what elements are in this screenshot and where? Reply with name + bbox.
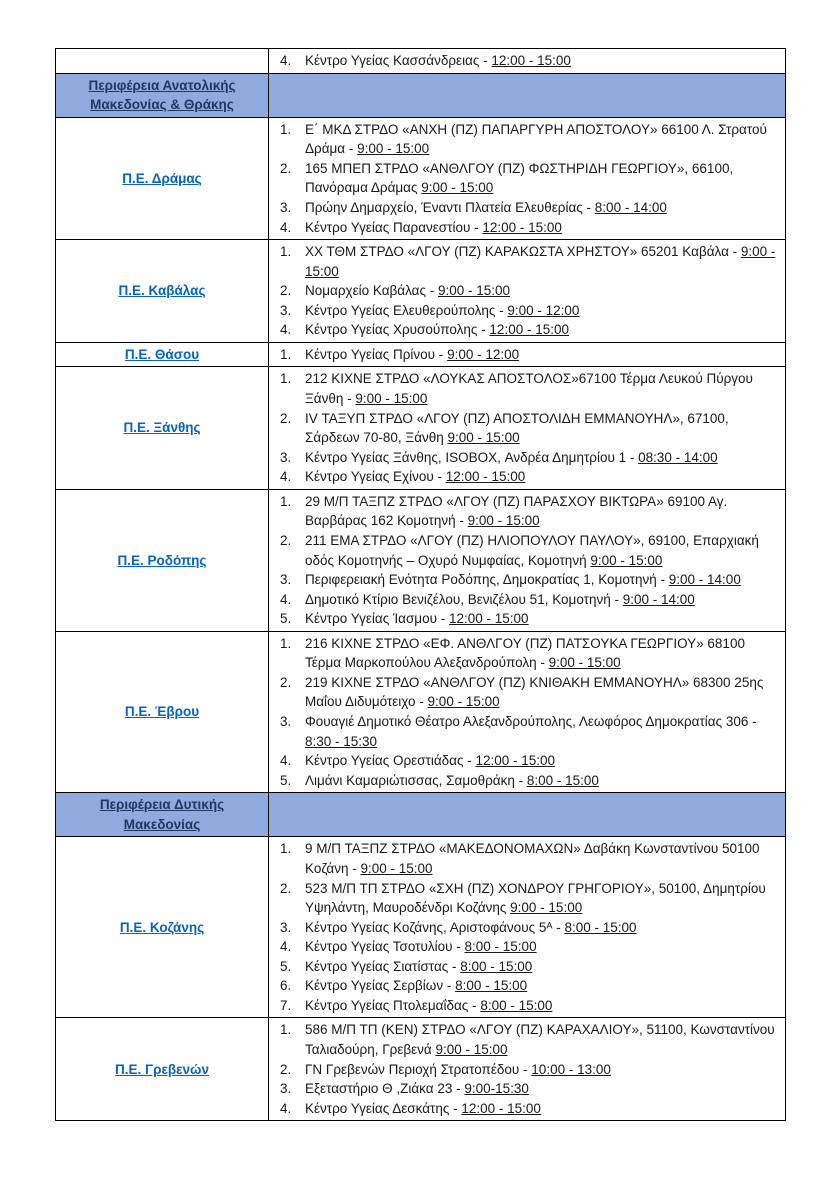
item-hours: 9:00 - 15:00 (590, 552, 663, 568)
unit-link[interactable]: Π.Ε. Έβρου (124, 704, 200, 720)
item-number: 3. (280, 199, 292, 215)
item-text-wrap (305, 976, 779, 996)
item-location-text: 29 Μ/Π ΤΑΞΠΖ ΣΤΡΔΟ «ΛΓΟΥ (ΠΖ) ΠΑΡΑΣΧΟΥ ΒΙΚΤΩΡΑ» 69100 Αγ. Βαρβάρας 162 Κομοτηνή - (305, 493, 728, 529)
health-locations-table (55, 48, 786, 1121)
locations-cell (269, 117, 786, 239)
item-hours: 8:00 - 15:00 (480, 997, 553, 1013)
item-hours: 9:00 - 15:00 (467, 513, 540, 529)
item-location-text: 216 ΚΙΧΝΕ ΣΤΡΔΟ «ΕΦ. ΑΝΘΛΓΟΥ (ΠΖ) ΠΑΤΣΟΥΚΑ ΓΕΩΡΓΙΟΥ» 68100 Τέρμα Μαρκοπούλου Αλεξανδρούπολη - (305, 635, 745, 671)
item-location-text: Κέντρο Υγείας Χρυσούπολης - (305, 322, 490, 338)
item-text-wrap (305, 369, 779, 408)
item-location-text: IV ΤΑΞΥΠ ΣΤΡΔΟ «ΛΓΟΥ (ΠΖ) ΑΠΟΣΤΟΛΙΔΗ ΕΜΜΑΝΟΥΗΛ», 67100, Σάρδεων 70-80, Ξάνθη (305, 410, 729, 446)
item-location-text: Κέντρο Υγείας Ίασμου - (305, 611, 449, 627)
table-row (56, 49, 786, 74)
item-number: 1. (280, 635, 292, 651)
item-number: 2. (280, 674, 292, 690)
item-text-wrap (305, 409, 779, 448)
item-number: 3. (280, 302, 292, 318)
item-number: 1. (280, 1022, 292, 1038)
item-number: 3. (280, 449, 292, 465)
unit-label-cell (56, 117, 269, 239)
locations-cell (269, 49, 786, 74)
item-number: 2. (280, 880, 292, 896)
item-location-text: Κέντρο Υγείας Σερβίων - (305, 978, 456, 994)
item-hours: 9:00 - 15:00 (305, 244, 776, 279)
item-location-text: Κέντρο Υγείας Ξάνθης, ISOBOX, Ανδρέα Δημητρίου 1 - (305, 449, 639, 465)
item-number: 2. (280, 283, 292, 299)
item-location-text: Κέντρο Υγείας Κασσάνδρειας - (305, 53, 492, 68)
locations-cell (269, 73, 786, 117)
list-item (271, 712, 779, 751)
item-text-wrap (305, 957, 779, 977)
list-item (271, 51, 779, 71)
item-number: 4. (280, 1100, 292, 1116)
item-hours: 9:00 - 15:00 (447, 430, 520, 446)
item-hours: 12:00 - 15:00 (461, 1100, 541, 1116)
item-number: 2. (280, 160, 292, 176)
item-hours: 9:00-15:30 (464, 1081, 529, 1097)
unit-label-cell (56, 489, 269, 631)
item-number: 1. (280, 121, 292, 137)
item-location-text: Φουαγιέ Δημοτικό Θέατρο Αλεξανδρούπολης, Λεωφόρος Δημοκρατίας 306 - (305, 714, 757, 729)
item-text-wrap (305, 634, 779, 673)
unit-link[interactable]: Π.Ε. Καβάλας (118, 283, 206, 299)
item-location-text: Κέντρο Υγείας Πρίνου - (305, 346, 448, 362)
item-location-text: Νομαρχείο Καβάλας - (305, 283, 438, 299)
locations-cell (269, 1018, 786, 1121)
item-location-text: Κέντρο Υγείας Ορεστιάδας - (305, 753, 476, 769)
item-location-text: Ε΄ ΜΚΔ ΣΤΡΔΟ «ΑΝΧΗ (ΠΖ) ΠΑΠΑΡΓΥΡΗ ΑΠΟΣΤΟΛΟΥ» 66100 Λ. Στρατού Δράμα - (305, 121, 767, 157)
item-text-wrap (305, 673, 779, 712)
item-location-text: Κέντρο Υγείας Δεσκάτης - (305, 1100, 462, 1116)
item-number: 2. (280, 410, 292, 426)
locations-cell (269, 342, 786, 367)
list-item (271, 409, 779, 448)
item-text-wrap (305, 159, 779, 198)
list-item (271, 159, 779, 198)
list-item (271, 957, 779, 977)
item-number: 3. (280, 919, 292, 935)
list-item (271, 281, 779, 301)
item-text-wrap (305, 937, 779, 957)
unit-label-cell (56, 49, 269, 74)
item-hours: 12:00 - 15:00 (445, 469, 526, 485)
locations-cell (269, 240, 786, 343)
item-number: 3. (280, 572, 292, 588)
item-hours: 12:00 - 15:00 (475, 753, 556, 769)
item-number: 4. (280, 53, 292, 68)
item-text-wrap (305, 281, 779, 301)
item-location-text: Κέντρο Υγείας Ελευθερούπολης - (305, 302, 508, 318)
item-number: 3. (280, 1081, 292, 1097)
item-text-wrap (305, 467, 779, 487)
item-number: 4. (280, 939, 292, 955)
item-location-text: Κέντρο Υγείας Τσοτυλίου - (305, 939, 465, 955)
table-row (56, 117, 786, 239)
locations-cell (269, 793, 786, 837)
list-item (271, 609, 779, 629)
item-location-text: 212 ΚΙΧΝΕ ΣΤΡΔΟ «ΛΟΥΚΑΣ ΑΠΟΣΤΟΛΟΣ»67100 Τέρμα Λευκού Πύργου Ξάνθη - (305, 371, 753, 406)
list-item (271, 320, 779, 340)
item-hours: 9:00 - 15:00 (427, 694, 500, 710)
region-header-label: Περιφέρεια Δυτικής Μακεδονίας (99, 797, 225, 832)
item-hours: 9:00 - 15:00 (510, 900, 583, 916)
item-location-text: ΧΧ ΤΘΜ ΣΤΡΔΟ «ΛΓΟΥ (ΠΖ) ΚΑΡΑΚΩΣΤΑ ΧΡΗΣΤΟΥ» 65201 Καβάλα - (305, 244, 741, 260)
unit-link[interactable]: Π.Ε. Ξάνθης (123, 420, 201, 436)
item-number: 5. (280, 611, 292, 627)
list-item (271, 570, 779, 590)
locations-cell (269, 631, 786, 793)
item-location-text: Κέντρο Υγείας Παρανεστίου - (305, 219, 483, 235)
item-number: 1. (280, 841, 292, 857)
item-text-wrap (305, 879, 779, 918)
item-number: 5. (280, 772, 292, 788)
item-hours: 9:00 - 14:00 (668, 572, 741, 588)
item-location-text: Κέντρο Υγείας Πτολεμαΐδας - (305, 997, 481, 1013)
item-number: 6. (280, 978, 292, 994)
list-item (271, 467, 779, 487)
item-text-wrap (305, 751, 779, 771)
unit-label-cell (56, 837, 269, 1018)
list-item (271, 492, 779, 531)
item-hours: 9:00 - 15:00 (421, 180, 494, 196)
list-item (271, 1020, 779, 1059)
item-hours: 9:00 - 15:00 (435, 1042, 508, 1057)
item-hours: 8:00 - 15:00 (564, 919, 637, 935)
list-item (271, 301, 779, 321)
table-row (56, 1018, 786, 1121)
item-location-text: Εξεταστήριο Θ ,Ζιάκα 23 - (305, 1081, 465, 1097)
list-item (271, 634, 779, 673)
item-text-wrap (305, 1099, 779, 1119)
item-hours: 8:00 - 15:00 (464, 939, 537, 955)
list-item (271, 918, 779, 938)
item-location-text: 586 Μ/Π ΤΠ (ΚΕΝ) ΣΤΡΔΟ «ΛΓΟΥ (ΠΖ) ΚΑΡΑΧΑΛΙΟΥ», 51100, Κωνσταντίνου Ταλιαδούρη, Γρεβενά (305, 1022, 775, 1057)
item-hours: 8:00 - 14:00 (594, 199, 667, 215)
item-text-wrap (305, 918, 779, 938)
item-hours: 9:00 - 15:00 (357, 141, 430, 157)
unit-link[interactable]: Π.Ε. Γρεβενών (115, 1061, 209, 1077)
item-text-wrap (305, 301, 779, 321)
item-text-wrap (305, 531, 779, 570)
list-item (271, 996, 779, 1016)
list-item (271, 198, 779, 218)
item-text-wrap (305, 51, 779, 71)
item-text-wrap (305, 1060, 779, 1080)
region-header-row (56, 793, 786, 837)
item-text-wrap (305, 218, 779, 238)
list-item (271, 879, 779, 918)
item-number: 1. (280, 371, 292, 387)
table-row (56, 837, 786, 1018)
list-item (271, 1079, 779, 1099)
unit-label-cell (56, 367, 269, 489)
list-item (271, 751, 779, 771)
item-text-wrap (305, 492, 779, 531)
item-number: 3. (280, 714, 292, 729)
item-location-text: ΓΝ Γρεβενών Περιοχή Στρατοπέδου - (305, 1061, 532, 1077)
item-number: 2. (280, 1061, 292, 1077)
list-item (271, 242, 779, 281)
item-number: 4. (280, 219, 292, 235)
item-text-wrap (305, 198, 779, 218)
list-item (271, 937, 779, 957)
item-number: 2. (280, 532, 292, 548)
list-item (271, 120, 779, 159)
item-location-text: Κέντρο Υγείας Εχίνου - (305, 469, 446, 485)
region-header-label: Περιφέρεια Ανατολικής Μακεδονίας & Θράκης (88, 77, 236, 113)
item-hours: 12:00 - 15:00 (482, 219, 562, 235)
item-number: 1. (280, 244, 292, 260)
item-location-text: Πρώην Δημαρχείο, Έναντι Πλατεία Ελευθερίας - (305, 199, 595, 215)
table-row (56, 240, 786, 343)
item-text-wrap (305, 242, 779, 281)
item-location-text: Κέντρο Υγείας Σιατίστας - (305, 958, 461, 974)
item-hours: 8:00 - 15:00 (460, 958, 533, 974)
unit-link[interactable]: Π.Ε. Κοζάνης (119, 919, 205, 935)
list-item (271, 448, 779, 468)
item-hours: 9:00 - 15:00 (360, 860, 433, 876)
item-hours: 9:00 - 15:00 (548, 655, 621, 671)
unit-link[interactable]: Π.Ε. Θάσου (124, 346, 200, 362)
item-text-wrap (305, 590, 779, 610)
table-row (56, 367, 786, 489)
item-hours: 9:00 - 12:00 (507, 302, 580, 318)
list-item (271, 1060, 779, 1080)
item-location-text: Δημοτικό Κτίριο Βενιζέλου, Βενιζέλου 51, Κομοτηνή - (305, 591, 623, 607)
item-location-text: 219 ΚΙΧΝΕ ΣΤΡΔΟ «ΑΝΘΛΓΟΥ (ΠΖ) ΚΝΙΘΑΚΗ ΕΜΜΑΝΟΥΗΛ» 68300 25ης Μαΐου Διδυμότειχο - (305, 674, 764, 710)
item-location-text: 9 Μ/Π ΤΑΞΠΖ ΣΤΡΔΟ «ΜΑΚΕΔΟΝΟΜΑΧΩΝ» Δαβάκη Κωνσταντίνου 50100 Κοζάνη - (305, 841, 760, 876)
unit-link[interactable]: Π.Ε. Ροδόπης (117, 552, 207, 568)
item-number: 1. (280, 346, 292, 362)
list-item (271, 218, 779, 238)
list-item (271, 1099, 779, 1119)
item-hours: 10:00 - 13:00 (531, 1061, 611, 1077)
item-location-text: Κέντρο Υγείας Κοζάνης, Αριστοφάνους 5ᴬ - (305, 919, 565, 935)
item-text-wrap (305, 448, 779, 468)
region-header-row (56, 73, 786, 117)
table-body (56, 49, 786, 1121)
item-number: 4. (280, 469, 292, 485)
item-text-wrap (305, 1079, 779, 1099)
item-location-text: 165 ΜΠΕΠ ΣΤΡΔΟ «ΑΝΘΛΓΟΥ (ΠΖ) ΦΩΣΤΗΡΙΔΗ ΓΕΩΡΓΙΟΥ», 66100, Πανόραμα Δράμας (305, 160, 734, 196)
list-item (271, 369, 779, 408)
locations-cell (269, 837, 786, 1018)
item-hours: 12:00 - 15:00 (491, 53, 571, 68)
item-number: 4. (280, 322, 292, 338)
item-number: 4. (280, 591, 292, 607)
item-hours: 12:00 - 15:00 (489, 322, 569, 338)
item-location-text: Περιφερειακή Ενότητα Ροδόπης, Δημοκρατίας 1, Κομοτηνή - (305, 572, 669, 588)
item-number: 7. (280, 997, 292, 1013)
item-text-wrap (305, 320, 779, 340)
locations-cell (269, 489, 786, 631)
region-header-cell (56, 793, 269, 837)
item-text-wrap (305, 996, 779, 1016)
list-item (271, 590, 779, 610)
item-hours: 8:00 - 15:00 (526, 772, 599, 788)
list-item (271, 976, 779, 996)
item-hours: 9:00 - 15:00 (355, 391, 428, 406)
item-hours: 9:00 - 15:00 (437, 283, 511, 299)
item-text-wrap (305, 345, 779, 365)
item-text-wrap (305, 839, 779, 878)
item-hours: 9:00 - 12:00 (447, 346, 520, 362)
item-number: 1. (280, 493, 292, 509)
unit-link[interactable]: Π.Ε. Δράμας (122, 170, 202, 186)
item-text-wrap (305, 120, 779, 159)
item-location-text: Λιμάνι Καμαριώτισσας, Σαμοθράκη - (305, 772, 527, 788)
item-location-text: 523 Μ/Π ΤΠ ΣΤΡΔΟ «ΣΧΗ (ΠΖ) ΧΟΝΔΡΟΥ ΓΡΗΓΟΡΙΟΥ», 50100, Δημητρίου Υψηλάντη, Μαυροδένδρι Κοζάνης (305, 880, 766, 916)
unit-label-cell (56, 240, 269, 343)
list-item (271, 531, 779, 570)
item-text-wrap (305, 771, 779, 791)
item-hours: 08:30 - 14:00 (638, 449, 718, 465)
item-text-wrap (305, 609, 779, 629)
list-item (271, 673, 779, 712)
item-text-wrap (305, 570, 779, 590)
unit-label-cell (56, 631, 269, 793)
region-header-cell (56, 73, 269, 117)
item-hours: 12:00 - 15:00 (448, 611, 529, 627)
table-row (56, 631, 786, 793)
table-row (56, 489, 786, 631)
item-hours: 9:00 - 14:00 (622, 591, 695, 607)
item-text-wrap (305, 712, 779, 751)
item-number: 5. (280, 958, 292, 974)
unit-label-cell (56, 1018, 269, 1121)
item-text-wrap (305, 1020, 779, 1059)
item-hours: 8:00 - 15:00 (455, 978, 528, 994)
list-item (271, 345, 779, 365)
unit-label-cell (56, 342, 269, 367)
list-item (271, 839, 779, 878)
list-item (271, 771, 779, 791)
item-number: 4. (280, 753, 292, 769)
locations-cell (269, 367, 786, 489)
table-row (56, 342, 786, 367)
item-hours: 8:30 - 15:30 (305, 733, 378, 749)
item-location-text: 211 ΕΜΑ ΣΤΡΔΟ «ΛΓΟΥ (ΠΖ) ΗΛΙΟΠΟΥΛΟΥ ΠΑΥΛΟΥ», 69100, Επαρχιακή οδός Κομοτηνής – Οχυρό Νυμφαίας, Κομοτηνή (305, 532, 759, 568)
